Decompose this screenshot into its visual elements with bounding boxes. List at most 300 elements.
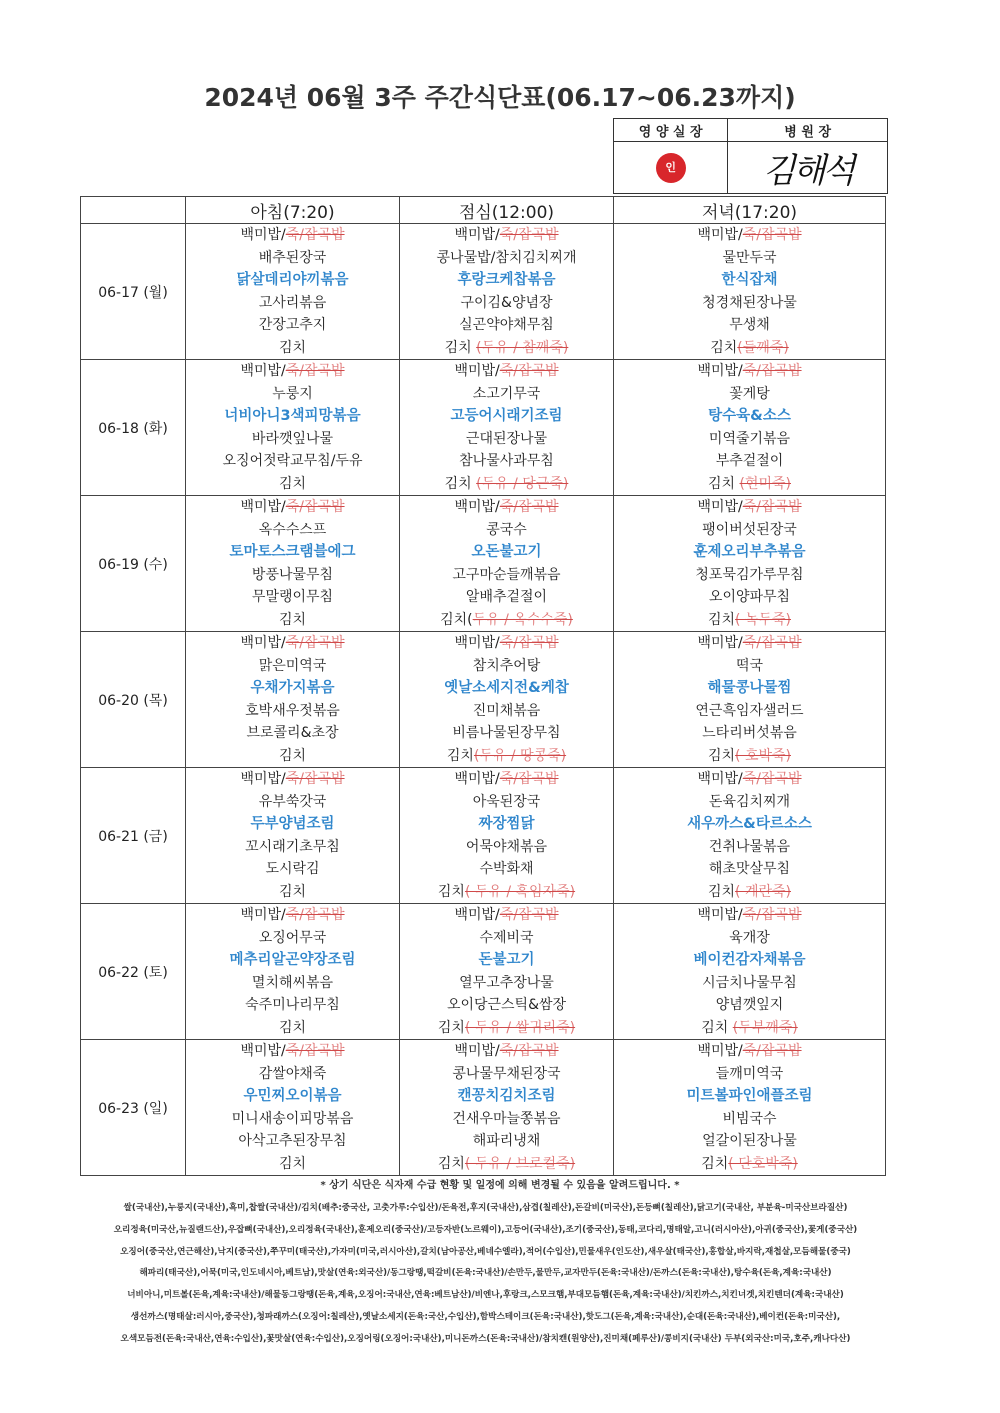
menu-text: 느타리버섯볶음 bbox=[702, 725, 797, 741]
menu-text: 백미밥/ bbox=[697, 635, 743, 651]
menu-item bbox=[400, 337, 613, 360]
menu-item bbox=[186, 360, 399, 383]
menu-text: 한식잡채 bbox=[721, 272, 778, 288]
breakfast-cell bbox=[186, 1040, 400, 1176]
weekly-menu-table bbox=[80, 196, 886, 1176]
day-label: 06-19 (수) bbox=[81, 496, 186, 632]
menu-item bbox=[400, 383, 613, 406]
lunch-cell bbox=[400, 360, 614, 496]
menu-text: 양념깻잎지 bbox=[715, 997, 784, 1013]
menu-text: 오징어무국 bbox=[258, 929, 327, 946]
menu-text: 우채가지볶음 bbox=[250, 680, 335, 696]
menu-text: 메추리알곤약장조림 bbox=[229, 952, 356, 968]
main-dish bbox=[186, 541, 399, 564]
menu-item bbox=[400, 722, 613, 745]
menu-item bbox=[186, 791, 399, 814]
crossed-out-text: 두유 / 옥수수죽) bbox=[472, 611, 573, 628]
menu-text: 백미밥/ bbox=[697, 1043, 743, 1059]
menu-item bbox=[400, 450, 613, 473]
menu-text: 김치 bbox=[278, 611, 307, 628]
menu-text: 새우까스&타르소스 bbox=[687, 816, 812, 832]
menu-text: 김치 bbox=[278, 339, 307, 356]
main-dish bbox=[186, 405, 399, 428]
menu-text: 김치 bbox=[437, 1019, 465, 1036]
menu-text: 백미밥/ bbox=[454, 907, 500, 923]
main-dish bbox=[614, 541, 885, 564]
main-dish bbox=[400, 405, 613, 428]
menu-text: 해파리냉채 bbox=[472, 1133, 541, 1149]
origin-line: 오징어(중국산,연근해산),낙지(중국산),쭈꾸미(태국산),가자미(미국,러시아산),갈치(남아공산,베네수엘라),적어(수입산),민물새우(인도산),새우살(태국산),홍합살,바지락,재첩살,모듬해물(중국) bbox=[120, 1246, 851, 1257]
origin-line: 너비아니,미트볼(돈육,계육:국내산)/해물동그랑땡(돈육,계육,오징어:국내산,연육:베트남산)/비엔나,후랑크,스모크햄,부대모듬햄(돈육,계육:국내산)/치킨까스,치킨너겟,치킨텐더(계육:국내산) bbox=[127, 1290, 844, 1301]
menu-item bbox=[186, 1153, 399, 1176]
crossed-out-text: 죽/잡곡밥 bbox=[285, 771, 345, 787]
menu-item bbox=[614, 224, 885, 247]
menu-item bbox=[614, 1017, 885, 1040]
menu-text: 김치 bbox=[707, 883, 736, 900]
menu-text: 김치( bbox=[440, 611, 473, 628]
origin-line: 해파리(태국산),어묵(미국,인도네시아,베트남),맛살(연육:외국산)/동그랑땡,떡갈비(돈육:국내산)/손만두,물만두,교자만두(돈육:국내산)/돈까스(돈육:국내산),탕수육(돈육,계육:국내산) bbox=[139, 1268, 832, 1279]
menu-item bbox=[400, 314, 613, 337]
menu-text: 맑은미역국 bbox=[258, 657, 327, 674]
crossed-out-text: ( 두유 / 브로컬죽) bbox=[464, 1155, 576, 1172]
menu-item bbox=[614, 722, 885, 745]
menu-item bbox=[614, 428, 885, 451]
dinner-cell bbox=[614, 904, 886, 1040]
menu-text: 백미밥/ bbox=[240, 771, 286, 787]
menu-item bbox=[400, 1017, 613, 1040]
menu-text: 김치 bbox=[710, 339, 738, 356]
main-dish bbox=[186, 1085, 399, 1108]
menu-text: 콩나물무채된장국 bbox=[452, 1065, 561, 1082]
menu-item bbox=[614, 745, 885, 768]
crossed-out-text: (들깨죽) bbox=[737, 339, 789, 356]
menu-text: 김치 bbox=[701, 1019, 733, 1036]
menu-text: 브로콜리&초장 bbox=[246, 725, 339, 741]
menu-item bbox=[400, 655, 613, 678]
menu-item bbox=[186, 927, 399, 950]
menu-item bbox=[186, 564, 399, 587]
day-row bbox=[81, 1040, 886, 1176]
menu-text: 베이컨감자채볶음 bbox=[693, 952, 806, 968]
menu-text: 백미밥/ bbox=[454, 227, 500, 243]
menu-item bbox=[400, 428, 613, 451]
crossed-out-text: 죽/잡곡밥 bbox=[742, 907, 802, 923]
menu-text: 고사리볶음 bbox=[258, 294, 327, 311]
menu-item bbox=[400, 768, 613, 791]
director-signature: 김해석 bbox=[762, 151, 853, 191]
crossed-out-text: 죽/잡곡밥 bbox=[742, 363, 802, 379]
menu-text: 무생채 bbox=[729, 317, 770, 333]
menu-text: 얼갈이된장나물 bbox=[702, 1133, 797, 1149]
menu-text: 건새우마늘쫑볶음 bbox=[452, 1110, 561, 1127]
menu-item bbox=[186, 722, 399, 745]
menu-text: 백미밥/ bbox=[240, 499, 286, 515]
approval-dietitian-cell bbox=[614, 142, 728, 194]
menu-item bbox=[614, 858, 885, 881]
menu-text: 호박새우젓볶음 bbox=[245, 702, 340, 719]
main-dish bbox=[400, 949, 613, 972]
menu-item bbox=[186, 1108, 399, 1131]
menu-text: 숙주미나리무침 bbox=[245, 997, 340, 1013]
crossed-out-text: 죽/잡곡밥 bbox=[285, 227, 345, 243]
menu-text: 캔꽁치김치조림 bbox=[457, 1088, 556, 1104]
menu-text: 방풍나물무침 bbox=[251, 566, 334, 583]
menu-text: 미트볼파인애플조림 bbox=[686, 1088, 813, 1104]
menu-item bbox=[186, 428, 399, 451]
menu-item bbox=[614, 1153, 885, 1176]
dinner-cell bbox=[614, 768, 886, 904]
menu-text: 백미밥/ bbox=[240, 363, 286, 379]
menu-text: 짜장찜닭 bbox=[478, 816, 535, 832]
crossed-out-text: ( 두유 / 흑임자죽) bbox=[464, 883, 576, 900]
menu-text: 토마토스크램블에그 bbox=[229, 544, 356, 560]
menu-item bbox=[614, 927, 885, 950]
menu-item bbox=[614, 360, 885, 383]
menu-text: 소고기무국 bbox=[472, 385, 541, 402]
crossed-out-text: ( 단호박죽) bbox=[728, 1155, 798, 1172]
main-dish bbox=[400, 541, 613, 564]
menu-item bbox=[400, 791, 613, 814]
menu-item bbox=[614, 632, 885, 655]
menu-text: 들깨미역국 bbox=[715, 1065, 784, 1082]
menu-item bbox=[400, 1130, 613, 1153]
menu-item bbox=[400, 1040, 613, 1063]
menu-item bbox=[400, 360, 613, 383]
menu-text: 김치 bbox=[278, 747, 307, 764]
menu-text: 백미밥/ bbox=[454, 771, 500, 787]
approval-director-cell bbox=[728, 142, 888, 194]
menu-text: 물만두국 bbox=[722, 249, 777, 266]
crossed-out-text: (두유 / 당근죽) bbox=[476, 475, 569, 492]
menu-text: 고등어시래기조림 bbox=[450, 408, 563, 424]
breakfast-cell bbox=[186, 768, 400, 904]
menu-item bbox=[614, 383, 885, 406]
menu-item bbox=[186, 904, 399, 927]
menu-item bbox=[400, 904, 613, 927]
main-dish bbox=[186, 677, 399, 700]
menu-item bbox=[614, 496, 885, 519]
dinner-cell bbox=[614, 632, 886, 768]
breakfast-cell bbox=[186, 904, 400, 1040]
menu-item bbox=[400, 496, 613, 519]
page-title: 2024년 06월 3주 주간식단표(06.17~06.23까지) bbox=[204, 83, 796, 112]
menu-item bbox=[614, 337, 885, 360]
dinner-cell bbox=[614, 360, 886, 496]
menu-item bbox=[186, 450, 399, 473]
crossed-out-text: (현미죽) bbox=[739, 475, 791, 492]
menu-body bbox=[81, 224, 886, 1176]
menu-item bbox=[400, 1108, 613, 1131]
menu-item bbox=[400, 836, 613, 859]
menu-item bbox=[186, 1040, 399, 1063]
menu-item bbox=[186, 1017, 399, 1040]
header-corner bbox=[81, 197, 186, 224]
menu-text: 구이김&양념장 bbox=[460, 294, 553, 311]
menu-item bbox=[186, 383, 399, 406]
main-dish bbox=[614, 677, 885, 700]
menu-item bbox=[186, 337, 399, 360]
day-label: 06-23 (일) bbox=[81, 1040, 186, 1176]
menu-text: 비빔국수 bbox=[722, 1110, 777, 1127]
menu-item bbox=[400, 609, 613, 632]
main-dish bbox=[614, 269, 885, 292]
menu-text: 돈육김치찌개 bbox=[708, 793, 791, 810]
menu-item bbox=[614, 292, 885, 315]
main-dish bbox=[186, 269, 399, 292]
menu-text: 비름나물된장무침 bbox=[452, 725, 561, 741]
crossed-out-text: 죽/잡곡밥 bbox=[499, 1043, 559, 1059]
origin-line: 오색모듬전(돈육:국내산,연육:수입산),꽃맛살(연육:수입산),오징어링(오징어:국내산),미니돈까스(돈육:국내산)/참치캔(원양산),진미채(페루산)/콩비지(국내산) 두부(외국산:미국,호주,캐나다산) bbox=[120, 1333, 851, 1344]
menu-text: 백미밥/ bbox=[240, 227, 286, 243]
menu-text: 콩나물밥/참치김치찌개 bbox=[436, 249, 577, 266]
menu-item bbox=[186, 473, 399, 496]
menu-item bbox=[186, 1063, 399, 1086]
menu-text: 아욱된장국 bbox=[472, 793, 541, 810]
menu-text: 해물콩나물찜 bbox=[707, 680, 792, 696]
menu-item bbox=[186, 586, 399, 609]
menu-text: 바라깻잎나물 bbox=[251, 430, 334, 447]
menu-text: 김치 bbox=[701, 1155, 729, 1172]
menu-item bbox=[400, 473, 613, 496]
menu-text: 건취나물볶음 bbox=[708, 838, 791, 855]
menu-text: 도시락김 bbox=[265, 861, 320, 877]
menu-text: 꽃게탕 bbox=[729, 385, 770, 402]
menu-item bbox=[614, 450, 885, 473]
crossed-out-text: ( 호박죽) bbox=[735, 747, 791, 764]
menu-item bbox=[400, 519, 613, 542]
crossed-out-text: 죽/잡곡밥 bbox=[285, 907, 345, 923]
menu-text: 옛날소세지전&케찹 bbox=[444, 680, 569, 696]
crossed-out-text: 죽/잡곡밥 bbox=[742, 499, 802, 515]
menu-item bbox=[614, 473, 885, 496]
menu-text: 백미밥/ bbox=[240, 907, 286, 923]
menu-item bbox=[614, 586, 885, 609]
menu-item bbox=[186, 655, 399, 678]
menu-text: 백미밥/ bbox=[240, 635, 286, 651]
menu-text: 백미밥/ bbox=[697, 363, 743, 379]
crossed-out-text: ( 계란죽) bbox=[735, 883, 791, 900]
menu-text: 육개장 bbox=[729, 929, 770, 946]
menu-text: 미역줄기볶음 bbox=[708, 430, 791, 447]
menu-text: 미니새송이피망볶음 bbox=[231, 1110, 354, 1127]
crossed-out-text: ( 두유 / 쌀귀리죽) bbox=[464, 1019, 576, 1036]
day-row bbox=[81, 224, 886, 360]
crossed-out-text: (두부깨죽) bbox=[732, 1019, 798, 1036]
day-row bbox=[81, 632, 886, 768]
menu-text: 콩국수 bbox=[486, 521, 527, 538]
menu-text: 돈불고기 bbox=[478, 952, 535, 968]
origin-info bbox=[78, 1198, 893, 1351]
day-row bbox=[81, 496, 886, 632]
main-dish bbox=[614, 1085, 885, 1108]
breakfast-cell bbox=[186, 224, 400, 360]
menu-item bbox=[614, 564, 885, 587]
menu-text: 탕수육&소스 bbox=[708, 408, 791, 424]
menu-text: 아삭고추된장무침 bbox=[238, 1133, 347, 1149]
dinner-cell bbox=[614, 1040, 886, 1176]
crossed-out-text: 죽/잡곡밥 bbox=[285, 499, 345, 515]
menu-item bbox=[186, 836, 399, 859]
menu-item bbox=[186, 994, 399, 1017]
crossed-out-text: 죽/잡곡밥 bbox=[742, 771, 802, 787]
menu-text: 백미밥/ bbox=[454, 635, 500, 651]
menu-text: 꼬시래기초무침 bbox=[245, 838, 340, 855]
menu-item bbox=[186, 1130, 399, 1153]
menu-text: 부추겉절이 bbox=[715, 453, 784, 469]
menu-text: 백미밥/ bbox=[697, 499, 743, 515]
menu-item bbox=[614, 1108, 885, 1131]
menu-item bbox=[400, 858, 613, 881]
origin-line: 오리정육(미국산,뉴질랜드산),우잡뼈(국내산),오리정육(국내산),훈제오리(중국산)/고등자반(노르웨이),고등어(국내산),조기(중국산),동태,코다리,명태알,고니(러시아산),아귀(중국산),꽃게(중국산) bbox=[113, 1224, 858, 1235]
lunch-cell bbox=[400, 904, 614, 1040]
crossed-out-text: 죽/잡곡밥 bbox=[742, 227, 802, 243]
menu-text: 실곤약야채무침 bbox=[459, 317, 554, 333]
menu-text: 후랑크케찹볶음 bbox=[457, 272, 556, 288]
day-row bbox=[81, 360, 886, 496]
menu-text: 김치 bbox=[278, 1155, 307, 1172]
main-dish bbox=[400, 677, 613, 700]
menu-item bbox=[614, 1063, 885, 1086]
main-dish bbox=[614, 405, 885, 428]
menu-text: 해초맛살무침 bbox=[708, 861, 791, 877]
lunch-cell bbox=[400, 632, 614, 768]
crossed-out-text: 죽/잡곡밥 bbox=[499, 363, 559, 379]
red-seal-stamp: 인 bbox=[656, 153, 686, 183]
menu-text: 감쌀야채죽 bbox=[258, 1065, 327, 1082]
lunch-cell bbox=[400, 768, 614, 904]
menu-item bbox=[186, 632, 399, 655]
menu-text: 열무고추장나물 bbox=[459, 974, 554, 991]
menu-text: 김치 bbox=[446, 747, 474, 764]
menu-item bbox=[400, 564, 613, 587]
menu-text: 백미밥/ bbox=[697, 771, 743, 787]
menu-item bbox=[614, 1040, 885, 1063]
breakfast-cell bbox=[186, 632, 400, 768]
day-label: 06-22 (토) bbox=[81, 904, 186, 1040]
day-label: 06-17 (월) bbox=[81, 224, 186, 360]
menu-item bbox=[186, 496, 399, 519]
menu-item bbox=[400, 745, 613, 768]
main-dish bbox=[614, 813, 885, 836]
menu-item bbox=[614, 609, 885, 632]
menu-item bbox=[400, 1063, 613, 1086]
menu-item bbox=[186, 247, 399, 270]
menu-text: 떡국 bbox=[735, 657, 764, 674]
origin-line: 쌀(국내산),누룽지(국내산),흑미,찹쌀(국내산)/김치(배추:중국산, 고춧가루:수입산)/돈육전,후지(국내산),삼겹(칠레산),돈갈비(미국산),돈등뼈(칠레산),닭고기(국내산, 부분육-미국산브라질산) bbox=[123, 1203, 848, 1213]
menu-text: 백미밥/ bbox=[454, 499, 500, 515]
menu-text: 참치추어탕 bbox=[472, 657, 541, 674]
menu-item bbox=[614, 1130, 885, 1153]
menu-text: 백미밥/ bbox=[697, 227, 743, 243]
menu-text: 고구마순들깨볶음 bbox=[452, 566, 561, 583]
crossed-out-text: 죽/잡곡밥 bbox=[499, 227, 559, 243]
menu-text: 김치 bbox=[278, 1019, 307, 1036]
crossed-out-text: (두유 / 참깨죽) bbox=[476, 339, 569, 356]
menu-item bbox=[614, 836, 885, 859]
menu-item bbox=[400, 632, 613, 655]
menu-text: 알배추겉절이 bbox=[465, 589, 548, 605]
main-dish bbox=[186, 813, 399, 836]
menu-text: 수제비국 bbox=[479, 929, 534, 946]
menu-text: 백미밥/ bbox=[697, 907, 743, 923]
breakfast-cell bbox=[186, 496, 400, 632]
dinner-cell bbox=[614, 496, 886, 632]
menu-item bbox=[400, 586, 613, 609]
menu-text: 닭살데리야끼볶음 bbox=[236, 272, 349, 288]
menu-item bbox=[614, 519, 885, 542]
crossed-out-text: 죽/잡곡밥 bbox=[285, 1043, 345, 1059]
menu-text: 너비아니3색피망볶음 bbox=[224, 408, 361, 424]
day-label: 06-21 (금) bbox=[81, 768, 186, 904]
header-lunch: 점심(12:00) bbox=[400, 197, 614, 224]
menu-text: 김치 bbox=[707, 747, 736, 764]
menu-item bbox=[400, 881, 613, 904]
day-label: 06-18 (화) bbox=[81, 360, 186, 496]
menu-item bbox=[400, 994, 613, 1017]
menu-text: 무말랭이무침 bbox=[251, 589, 334, 605]
breakfast-cell bbox=[186, 360, 400, 496]
menu-item bbox=[400, 972, 613, 995]
change-notice: * 상기 식단은 식자재 수급 현황 및 일정에 의해 변경될 수 있음을 알려드립니다. * bbox=[320, 1180, 680, 1191]
crossed-out-text: 죽/잡곡밥 bbox=[499, 771, 559, 787]
menu-text: 훈제오리부추볶음 bbox=[693, 544, 806, 560]
menu-item bbox=[186, 700, 399, 723]
menu-item bbox=[186, 972, 399, 995]
menu-item bbox=[400, 247, 613, 270]
menu-text: 유부쑥갓국 bbox=[258, 793, 327, 810]
menu-text: 김치 bbox=[707, 611, 736, 628]
approval-label-dietitian: 영 양 실 장 bbox=[614, 119, 728, 142]
menu-text: 백미밥/ bbox=[240, 1043, 286, 1059]
day-label: 06-20 (목) bbox=[81, 632, 186, 768]
menu-item bbox=[186, 224, 399, 247]
menu-item bbox=[614, 700, 885, 723]
menu-text: 청경채된장나물 bbox=[702, 294, 797, 311]
approval-label-director: 병 원 장 bbox=[728, 119, 888, 142]
menu-item bbox=[186, 609, 399, 632]
menu-item bbox=[186, 858, 399, 881]
menu-item bbox=[614, 655, 885, 678]
lunch-cell bbox=[400, 496, 614, 632]
menu-text: 멸치해씨볶음 bbox=[251, 974, 334, 991]
menu-text: 근대된장나물 bbox=[465, 430, 548, 447]
crossed-out-text: 죽/잡곡밥 bbox=[285, 363, 345, 379]
main-dish bbox=[400, 269, 613, 292]
main-dish bbox=[400, 813, 613, 836]
main-dish bbox=[400, 1085, 613, 1108]
menu-item bbox=[400, 224, 613, 247]
menu-text: 옥수수스프 bbox=[258, 521, 327, 538]
menu-text: 김치 bbox=[444, 339, 477, 356]
crossed-out-text: 죽/잡곡밥 bbox=[742, 635, 802, 651]
header-dinner: 저녁(17:20) bbox=[614, 197, 886, 224]
main-dish bbox=[186, 949, 399, 972]
menu-item bbox=[186, 768, 399, 791]
crossed-out-text: 죽/잡곡밥 bbox=[285, 635, 345, 651]
menu-item bbox=[614, 791, 885, 814]
crossed-out-text: ( 녹두죽) bbox=[735, 611, 791, 628]
crossed-out-text: 죽/잡곡밥 bbox=[499, 635, 559, 651]
menu-text: 누룽지 bbox=[272, 385, 313, 402]
menu-text: 배추된장국 bbox=[258, 249, 327, 266]
menu-item bbox=[614, 994, 885, 1017]
menu-text: 김치 bbox=[437, 883, 465, 900]
menu-text: 김치 bbox=[437, 1155, 465, 1172]
menu-item bbox=[186, 519, 399, 542]
menu-text: 시금치나물무침 bbox=[702, 974, 797, 991]
menu-item bbox=[186, 881, 399, 904]
menu-item bbox=[400, 1153, 613, 1176]
